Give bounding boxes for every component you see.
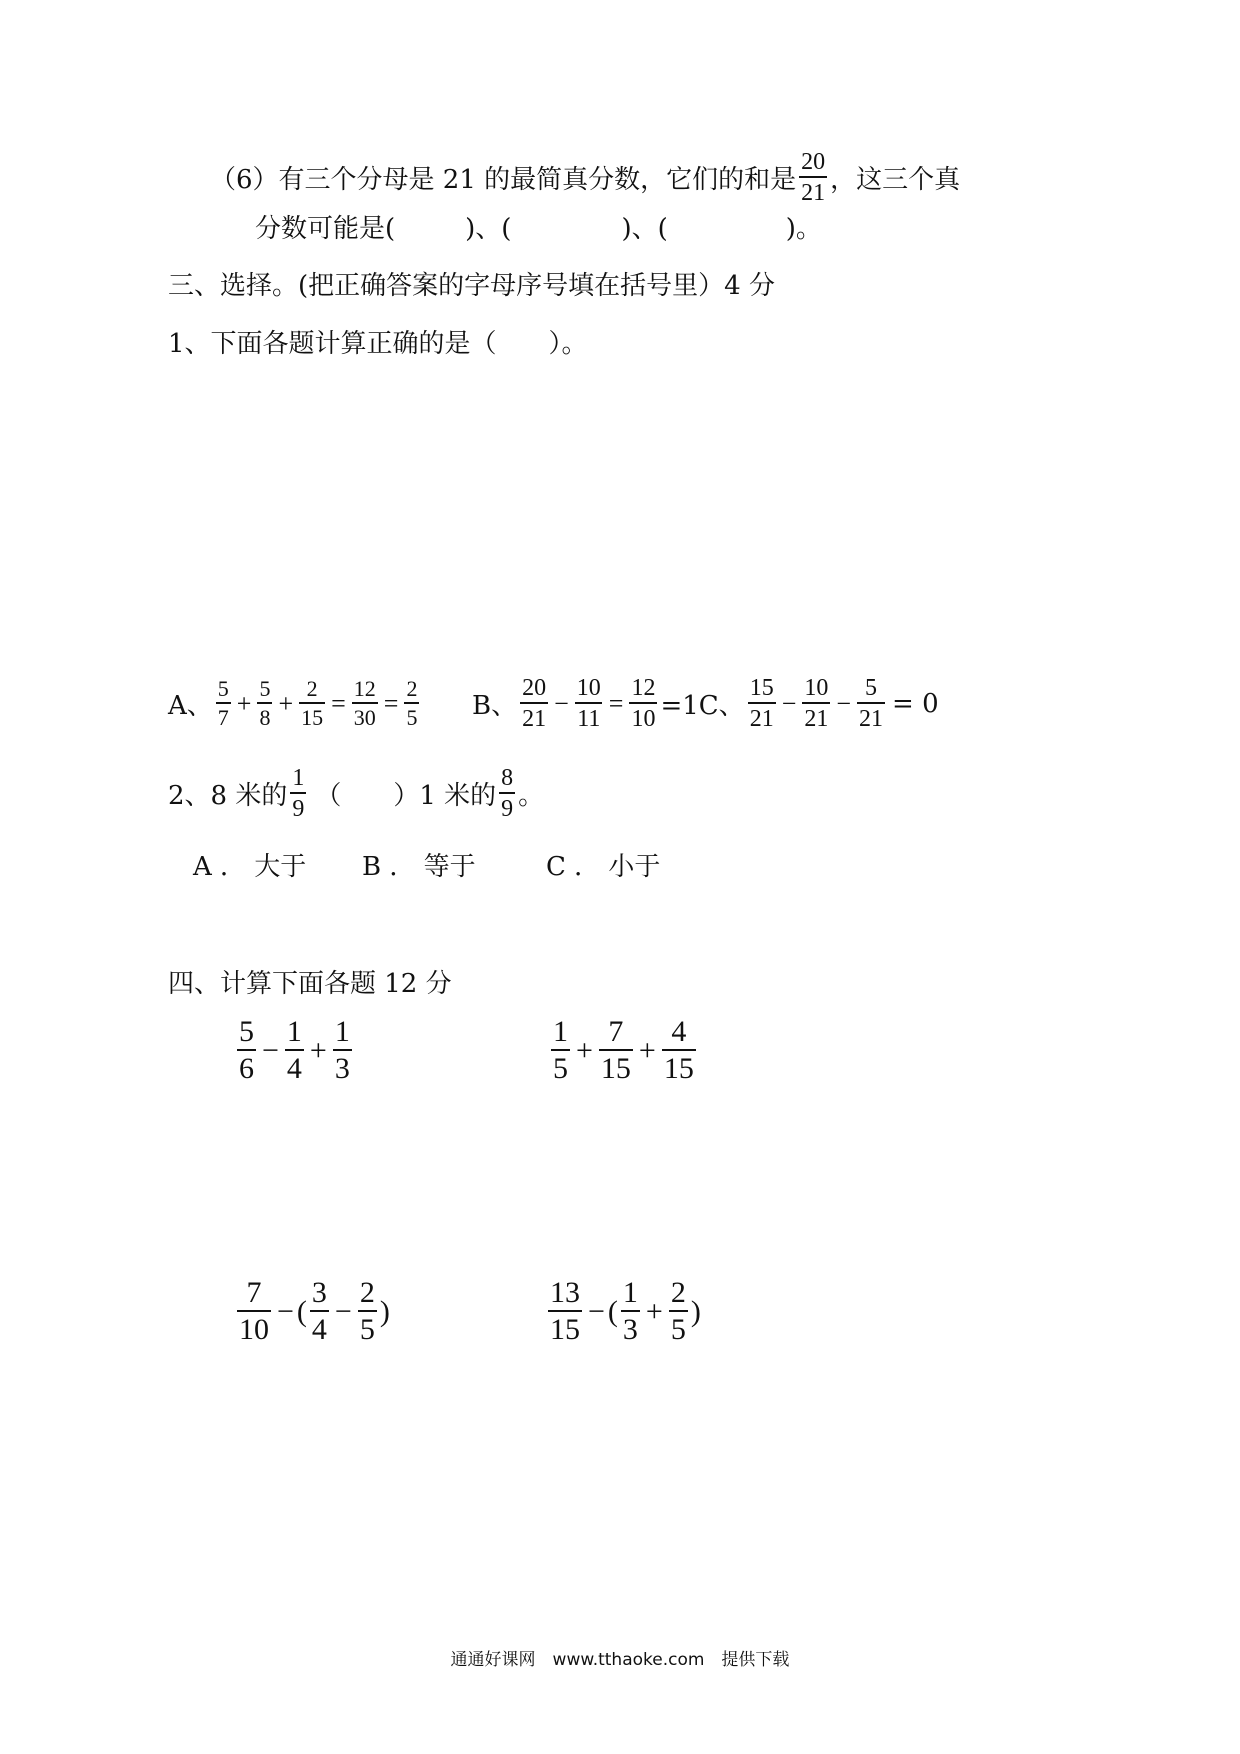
fraction: $\frac{1}{5}$ xyxy=(553,1015,568,1085)
q2-option-a[interactable]: A ． 大于 xyxy=(193,852,307,882)
fraction: $\frac{1}{3}$ xyxy=(334,1015,350,1085)
fraction: $\frac{20}{21}$ xyxy=(522,675,547,732)
q6-suffix: ，这三个真 xyxy=(830,165,961,195)
fraction: $\frac{10}{21}$ xyxy=(804,675,829,732)
q6-line1 xyxy=(210,150,960,205)
section4-title-text: 四、计算下面各题 12 分 xyxy=(168,969,452,999)
section3-q1 xyxy=(168,323,588,360)
q2-prefix: 2、8 米的 xyxy=(168,781,288,811)
operator: − xyxy=(554,688,569,718)
operator: = xyxy=(383,688,399,718)
fraction: $\frac{5}{21}$ xyxy=(859,675,884,732)
operator: + xyxy=(236,688,252,718)
option-b-tail: =1C、 xyxy=(660,691,745,721)
option-a xyxy=(168,678,422,729)
option-c-tail: = 0 xyxy=(892,688,939,719)
answer-blank-2[interactable] xyxy=(511,212,621,242)
q6-answer-d: )。 xyxy=(785,214,822,244)
fraction: $\frac{7}{10}$ xyxy=(239,1276,269,1346)
q6-frac-num: 20 xyxy=(801,149,826,175)
q6-prefix: （6）有三个分母是 21 的最简真分数，它们的和是 xyxy=(210,165,797,195)
fraction: $\frac{15}{21}$ xyxy=(749,675,774,732)
fraction: $\frac{12}{30}$ xyxy=(353,676,376,730)
footer-watermark: 通通好课网 www.tthaoke.com 提供下载 xyxy=(450,1650,790,1670)
fraction: $\frac{5}{8}$ xyxy=(259,676,271,730)
option-b xyxy=(472,676,939,731)
operator: − xyxy=(836,688,852,718)
expression-4 xyxy=(545,1278,701,1345)
fraction: $\frac{8}{9}$ xyxy=(501,765,514,822)
fraction: $\frac{2}{15}$ xyxy=(301,676,324,730)
fraction: $\frac{3}{4}$ xyxy=(311,1276,327,1346)
section4-title xyxy=(168,963,452,1000)
q6-line2 xyxy=(255,208,822,245)
fraction: $\frac{12}{10}$ xyxy=(631,675,656,732)
q2-option-b[interactable]: B ． 等于 xyxy=(362,852,476,882)
operator: − xyxy=(262,1033,279,1067)
paren-open: ( xyxy=(607,1294,618,1328)
operator: + xyxy=(638,1033,656,1067)
operator: = xyxy=(608,688,624,718)
q2-suffix: 。 xyxy=(518,781,545,811)
fraction: $\frac{1}{9}$ xyxy=(292,765,305,822)
q6-answer-a: 分数可能是( xyxy=(255,214,396,244)
operator: + xyxy=(309,1033,327,1067)
q6-fraction xyxy=(799,150,827,205)
operator: + xyxy=(645,1294,663,1328)
section3-q1-text: 1、下面各题计算正确的是（ ）。 xyxy=(168,329,588,359)
fraction: $\frac{2}{5}$ xyxy=(359,1276,375,1346)
fraction: $\frac{1}{3}$ xyxy=(622,1276,638,1346)
expression-2 xyxy=(548,1017,699,1084)
answer-blank-3[interactable] xyxy=(668,212,786,242)
fraction: $\frac{2}{5}$ xyxy=(406,676,418,730)
paren-open: ( xyxy=(296,1294,307,1328)
expression-3 xyxy=(234,1278,390,1345)
q6-frac-den: 21 xyxy=(799,176,827,205)
paren-close: ) xyxy=(379,1294,390,1328)
q6-answer-c: )、( xyxy=(621,214,668,244)
operator: − xyxy=(334,1294,352,1328)
section3-q2 xyxy=(168,766,544,821)
q2-option-c[interactable]: C ． 小于 xyxy=(546,852,661,882)
fraction: $\frac{10}{11}$ xyxy=(576,675,601,732)
operator: + xyxy=(278,688,294,718)
fraction: $\frac{13}{15}$ xyxy=(550,1276,580,1346)
fraction: $\frac{2}{5}$ xyxy=(670,1276,686,1346)
operator: − xyxy=(277,1294,294,1328)
answer-blank-1[interactable] xyxy=(395,212,465,242)
fraction: $\frac{4}{15}$ xyxy=(663,1015,694,1085)
fraction: $\frac{5}{6}$ xyxy=(239,1015,254,1085)
q6-answer-b: )、( xyxy=(465,214,512,244)
operator: − xyxy=(781,688,797,718)
section3-title-text: 三、选择。(把正确答案的字母序号填在括号里）4 分 xyxy=(168,271,775,301)
fraction: $\frac{1}{4}$ xyxy=(286,1015,302,1085)
operator: + xyxy=(576,1033,593,1067)
fraction: $\frac{7}{15}$ xyxy=(600,1015,631,1085)
q2-mid: （ ）1 米的 xyxy=(315,781,497,811)
section3-title xyxy=(168,265,775,302)
option-a-label: A、 xyxy=(168,691,213,721)
operator: = xyxy=(331,688,346,718)
operator: − xyxy=(588,1294,605,1328)
expression-1 xyxy=(234,1017,355,1084)
option-b-label: B、 xyxy=(472,691,518,721)
fraction: $\frac{5}{7}$ xyxy=(217,676,229,730)
paren-close: ) xyxy=(690,1294,701,1328)
